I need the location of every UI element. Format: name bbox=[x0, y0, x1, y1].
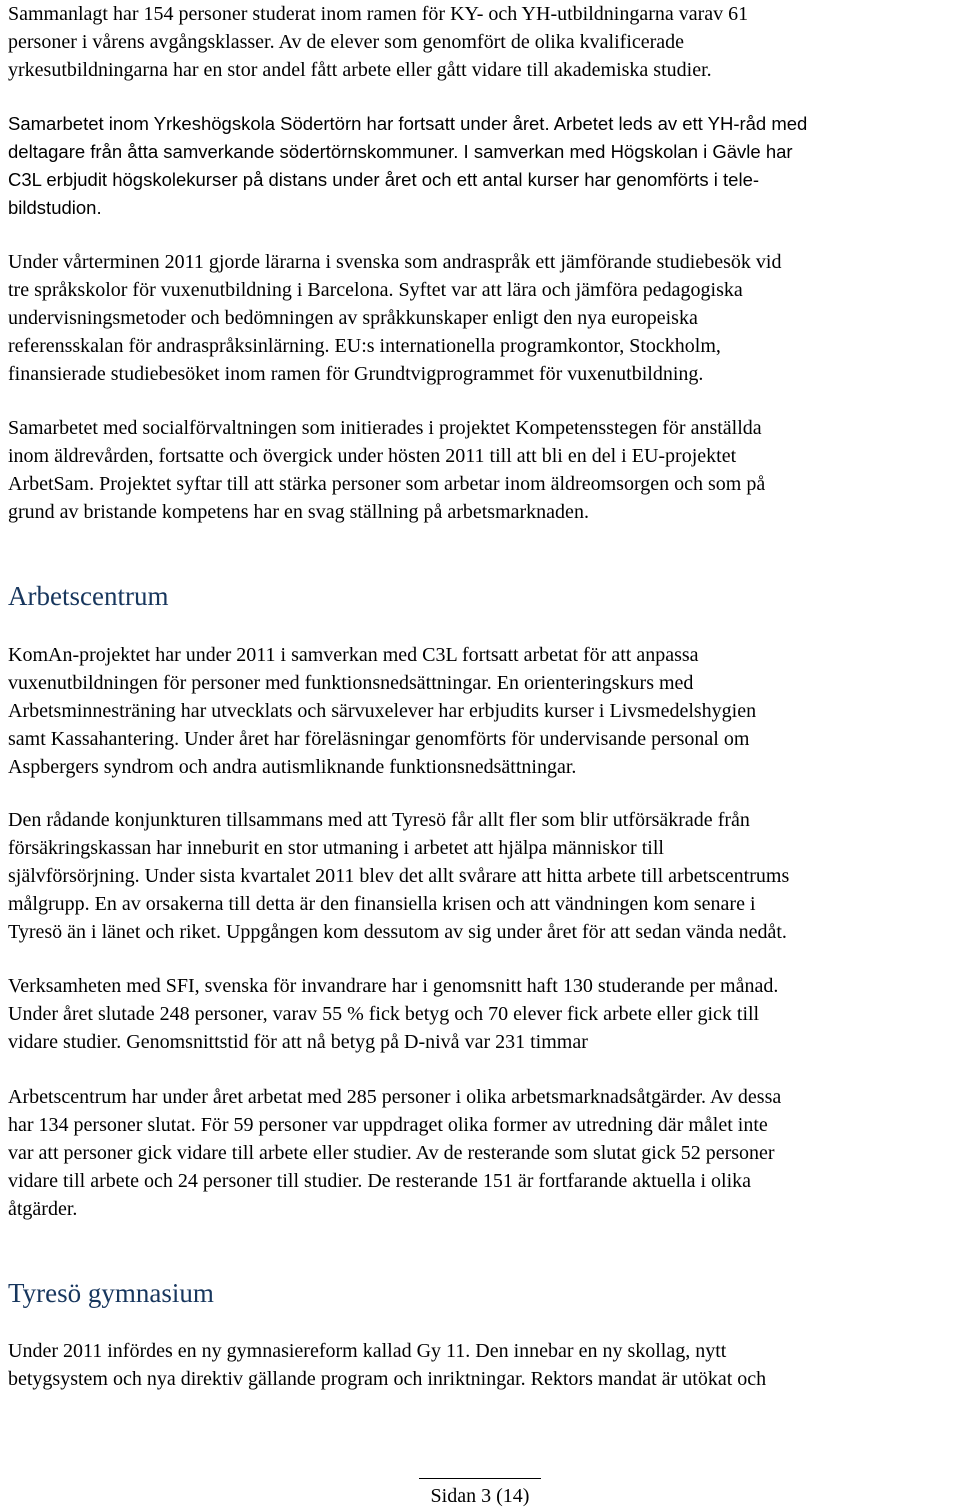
text-line: betygsystem och nya direktiv gällande program och inriktningar. Rektors mandat är utökat och bbox=[8, 1368, 767, 1390]
text-line: referensskalan för andraspråksinlärning. EU:s internationella programkontor, Stockholm, bbox=[8, 335, 721, 357]
text-line: försäkringskassan har inneburit en stor utmaning i arbetet att hjälpa människor till bbox=[8, 837, 664, 859]
text-line: har 134 personer slutat. För 59 personer var uppdraget olika former av utredning där målet inte bbox=[8, 1114, 768, 1136]
text-line: deltagare från åtta samverkande södertörnskommuner. I samverkan med Högskolan i Gävle har bbox=[8, 141, 793, 162]
text-line: KomAn-projektet har under 2011 i samverkan med C3L fortsatt arbetat för att anpassa bbox=[8, 644, 699, 666]
text-line: Arbetsminnesträning har utvecklats och särvuxelever har erbjudits kurser i Livsmedelshygien bbox=[8, 700, 757, 722]
paragraph-barcelona-study-visit bbox=[8, 248, 954, 388]
text-line: tre språkskolor för vuxenutbildning i Barcelona. Syftet var att lära och jämföra pedagogiska bbox=[8, 279, 743, 301]
text-line: samt Kassahantering. Under året har föreläsningar genomförts för undervisande personal om bbox=[8, 728, 750, 750]
text-line: bildstudion. bbox=[8, 197, 102, 218]
text-line: var att personer gick vidare till arbete eller studier. Av de resterande som slutat gick 52 personer bbox=[8, 1142, 775, 1164]
paragraph-koman-project bbox=[8, 641, 954, 781]
heading-arbetscentrum: Arbetscentrum bbox=[8, 581, 169, 611]
text-line: Under 2011 infördes en ny gymnasiereform kallad Gy 11. Den innebar en ny skollag, nytt bbox=[8, 1340, 727, 1362]
paragraph-sfi bbox=[8, 972, 954, 1056]
text-line: Tyresö än i länet och riket. Uppgången kom dessutom av sig under året för att sedan vända nedåt. bbox=[8, 921, 787, 943]
paragraph-ky-yh-students bbox=[8, 0, 954, 84]
paragraph-arbetsmarknadsatgarder bbox=[8, 1083, 954, 1223]
text-line: Under vårterminen 2011 gjorde lärarna i svenska som andraspråk ett jämförande studiebesök vid bbox=[8, 251, 782, 273]
text-line: Aspbergers syndrom och andra autismliknande funktionsnedsättningar. bbox=[8, 756, 577, 778]
heading-tyreso-gymnasium: Tyresö gymnasium bbox=[8, 1278, 214, 1308]
paragraph-gy11 bbox=[8, 1337, 954, 1393]
text-line: Verksamheten med SFI, svenska för invandrare har i genomsnitt haft 130 studerande per månad. bbox=[8, 975, 779, 997]
text-line: C3L erbjudit högskolekurser på distans under året och ett antal kurser har genomförts i tele- bbox=[8, 169, 760, 190]
text-line: Samarbetet med socialförvaltningen som initierades i projektet Kompetensstegen för anställda bbox=[8, 417, 762, 439]
text-line: vidare till arbete och 24 personer till studier. De resterande 151 är fortfarande aktuella i olika bbox=[8, 1170, 752, 1192]
text-line: inom äldrevården, fortsatte och övergick under hösten 2011 till att bli en del i EU-projektet bbox=[8, 445, 737, 467]
text-line: Samarbetet inom Yrkeshögskola Södertörn har fortsatt under året. Arbetet leds av ett YH-råd med bbox=[8, 113, 808, 134]
paragraph-konjunktur bbox=[8, 806, 954, 946]
text-line: personer i vårens avgångsklasser. Av de elever som genomfört de olika kvalificerade bbox=[8, 31, 685, 53]
text-line: Arbetscentrum har under året arbetat med 285 personer i olika arbetsmarknadsåtgärder. Av dessa bbox=[8, 1086, 782, 1108]
text-line: yrkesutbildningarna har en stor andel fått arbete eller gått vidare till akademiska studier. bbox=[8, 59, 712, 81]
text-line: Sammanlagt har 154 personer studerat inom ramen för KY- och YH-utbildningarna varav 61 bbox=[8, 3, 749, 25]
text-line: vuxenutbildningen för personer med funktionsnedsättningar. En orienteringskurs med bbox=[8, 672, 694, 694]
footer-divider bbox=[419, 1478, 541, 1479]
text-line: åtgärder. bbox=[8, 1198, 78, 1220]
page-number: Sidan 3 (14) bbox=[430, 1485, 530, 1507]
text-line: undervisningsmetoder och bedömningen av språkkunskaper enligt den nya europeiska bbox=[8, 307, 698, 329]
text-line: finansierade studiebesöket inom ramen för Grundtvigprogrammet för vuxenutbildning. bbox=[8, 363, 704, 385]
paragraph-arbetsam bbox=[8, 414, 954, 526]
text-line: Den rådande konjunkturen tillsammans med att Tyresö får allt fler som blir utförsäkrade från bbox=[8, 809, 750, 831]
text-line: målgrupp. En av orsakerna till detta är den finansiella krisen och att vändningen kom senare i bbox=[8, 893, 756, 915]
text-line: grund av bristande kompetens har en svag ställning på arbetsmarknaden. bbox=[8, 501, 589, 523]
text-line: självförsörjning. Under sista kvartalet 2011 blev det allt svårare att hitta arbete till arbetscentrums bbox=[8, 865, 790, 887]
paragraph-yrkeshogskola bbox=[8, 110, 954, 222]
text-line: Under året slutade 248 personer, varav 55 % fick betyg och 70 elever fick arbete eller gick till bbox=[8, 1003, 760, 1025]
text-line: vidare studier. Genomsnittstid för att nå betyg på D-nivå var 231 timmar bbox=[8, 1031, 588, 1053]
text-line: ArbetSam. Projektet syftar till att stärka personer som arbetar inom äldreomsorgen och som på bbox=[8, 473, 766, 495]
